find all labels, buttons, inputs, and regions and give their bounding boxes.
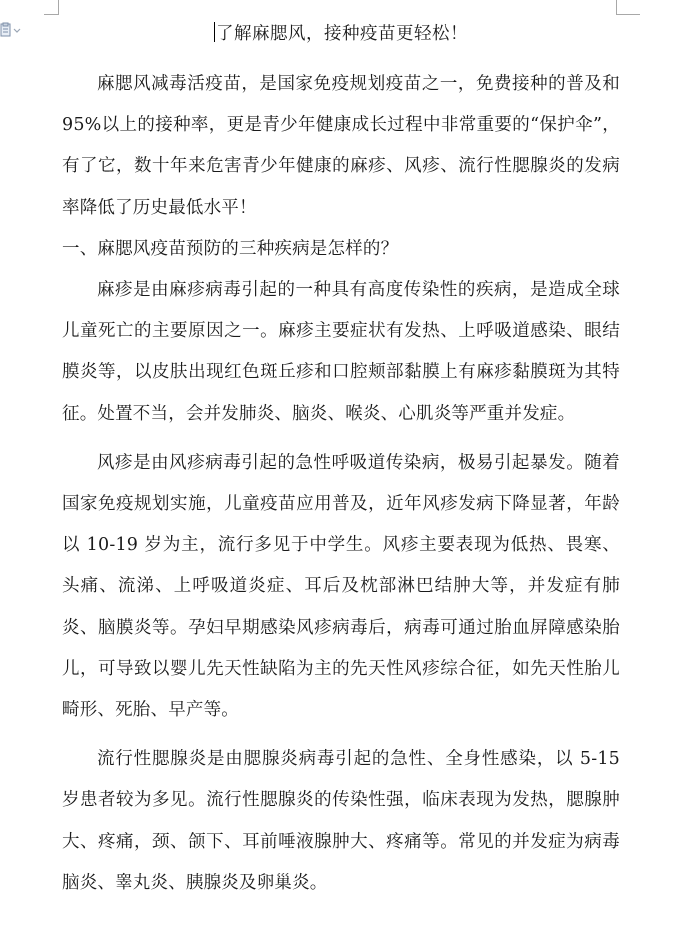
page-corner-mark-top-right xyxy=(616,0,617,14)
document-body[interactable] xyxy=(62,22,620,904)
paragraph-options-icon[interactable] xyxy=(0,22,22,38)
mumps-paragraph: 流行性腮腺炎是由腮腺炎病毒引起的急性、全身性感染，以 5-15 岁患者较为多见。流行性腮腺炎的传染性强，临床表现为发热，腮腺肿大、疼痛，颈、颌下、耳前唾液腺肿大、疼痛等。常见的并发症为病毒脑炎、睾丸炎、胰腺炎及卵巢炎。 xyxy=(62,749,620,893)
page-corner-mark-top-right-horizontal xyxy=(616,14,640,15)
measles-paragraph: 麻疹是由麻疹病毒引起的一种具有高度传染性的疾病，是造成全球儿童死亡的主要原因之一。麻疹主要症状有发热、上呼吸道感染、眼结膜炎等，以皮肤出现红色斑丘疹和口腔颊部黏膜上有麻疹黏膜斑为其特征。处置不当，会并发肺炎、脑炎、喉炎、心肌炎等严重并发症。 xyxy=(62,280,620,424)
intro-paragraph: 麻腮风减毒活疫苗，是国家免疫规划疫苗之一，免费接种的普及和 95%以上的接种率，更是青少年健康成长过程中非常重要的“保护伞”，有了它，数十年来危害青少年健康的麻疹、风疹、流行性腮腺炎的发病率降低了历史最低水平！ xyxy=(62,74,620,218)
clipboard-icon xyxy=(0,22,22,38)
text-cursor xyxy=(214,22,215,42)
page-corner-mark-top-left-horizontal xyxy=(44,14,59,15)
document-title-text: 了解麻腮风，接种疫苗更轻松！ xyxy=(216,24,468,44)
section-heading: 一、麻腮风疫苗预防的三种疾病是怎样的？ xyxy=(62,238,399,259)
page-corner-mark-top-left xyxy=(58,0,59,14)
document-title xyxy=(62,22,620,46)
rubella-paragraph: 风疹是由风疹病毒引起的急性呼吸道传染病，极易引起暴发。随着国家免疫规划实施，儿童疫苗应用普及，近年风疹发病下降显著，年龄以 10-19 岁为主，流行多见于中学生。风疹主要表现为低热、畏寒、头痛、流涕、上呼吸道炎症、耳后及枕部淋巴结肿大等，并发症有肺炎、脑膜炎等。孕妇早期感染风疹病毒后，病毒可通过胎血屏障感染胎儿，可导致以婴儿先天性缺陷为主的先天性风疹综合征，如先天性胎儿畸形、死胎、早产等。 xyxy=(62,452,620,721)
